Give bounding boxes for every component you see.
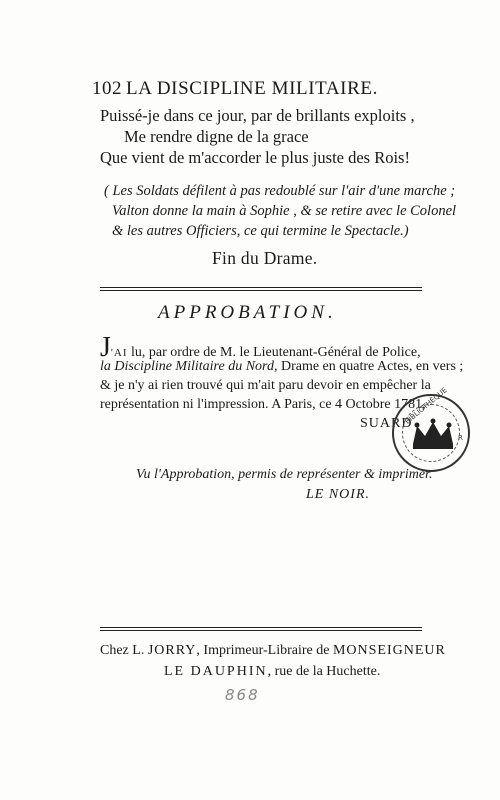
separator-rule-top [100,287,422,291]
permission-text: Vu l'Approbation, permis de représenter & imprimer. [136,467,433,482]
drop-cap: J [100,332,111,363]
imprint-prefix: Chez L. [100,643,148,658]
separator-rule-bottom [100,627,422,631]
running-title: LA DISCIPLINE MILITAIRE. [126,78,378,99]
dauphin: LE DAUPHIN [164,664,268,679]
stamp-text-top: BIBLIOTHÈQUE [403,386,449,426]
page-number: 102 [92,78,122,99]
stamp-lettering [394,386,472,474]
imprint-line-2 [164,664,380,680]
approbation-caps: 'AI [110,347,128,359]
library-stamp [392,386,470,472]
imprint-line-1 [100,643,446,659]
end-of-drama: Fin du Drame. [212,248,318,268]
approbation-line-2 [100,359,463,375]
approbation-line-1 [100,334,421,362]
imprint-address: , rue de la Huchette. [267,664,381,679]
approbation-line-1-text: lu, par ordre de M. le Lieutenant-Général de Police, [127,345,421,360]
shelfmark-handwritten: 868 [225,686,260,704]
police-signature: LE NOIR. [306,487,370,502]
page-header [92,78,422,100]
printer-name: JORRY [147,643,197,658]
approbation-line-3: & je n'y ai rien trouvé qui m'ait paru devoir en empêcher la [100,378,431,393]
approbation-line-2-text: Drame en quatre Actes, en vers ; [277,359,464,374]
imprint-middle: , Imprimeur-Libraire de [196,643,333,658]
verse-line-2: Me rendre digne de la grace [124,127,309,146]
stage-direction-line-2: Valton donne la main à Sophie , & se retire avec le Colonel [112,203,457,219]
stage-direction-line-3: & les autres Officiers, ce qui termine le Spectacle.) [112,223,409,239]
approbation-line-4: représentation ni l'impression. A Paris, ce 4 Octobre 1781, [100,397,426,412]
stage-direction-line-1: ( Les Soldats défilent à pas redoublé sur l'air d'une marche ; [104,183,456,199]
patron-name: MONSEIGNEUR [332,643,446,658]
verse-line-3: Que vient de m'accorder le plus juste des Rois! [100,148,410,167]
verse-line-1: Puissé-je dans ce jour, par de brillants exploits , [100,106,415,125]
stamp-text-side: R [458,434,463,442]
work-title: la Discipline Militaire du Nord, [100,359,278,374]
approbation-title: APPROBATION. [158,302,337,323]
censor-signature: SUARD [360,416,413,431]
